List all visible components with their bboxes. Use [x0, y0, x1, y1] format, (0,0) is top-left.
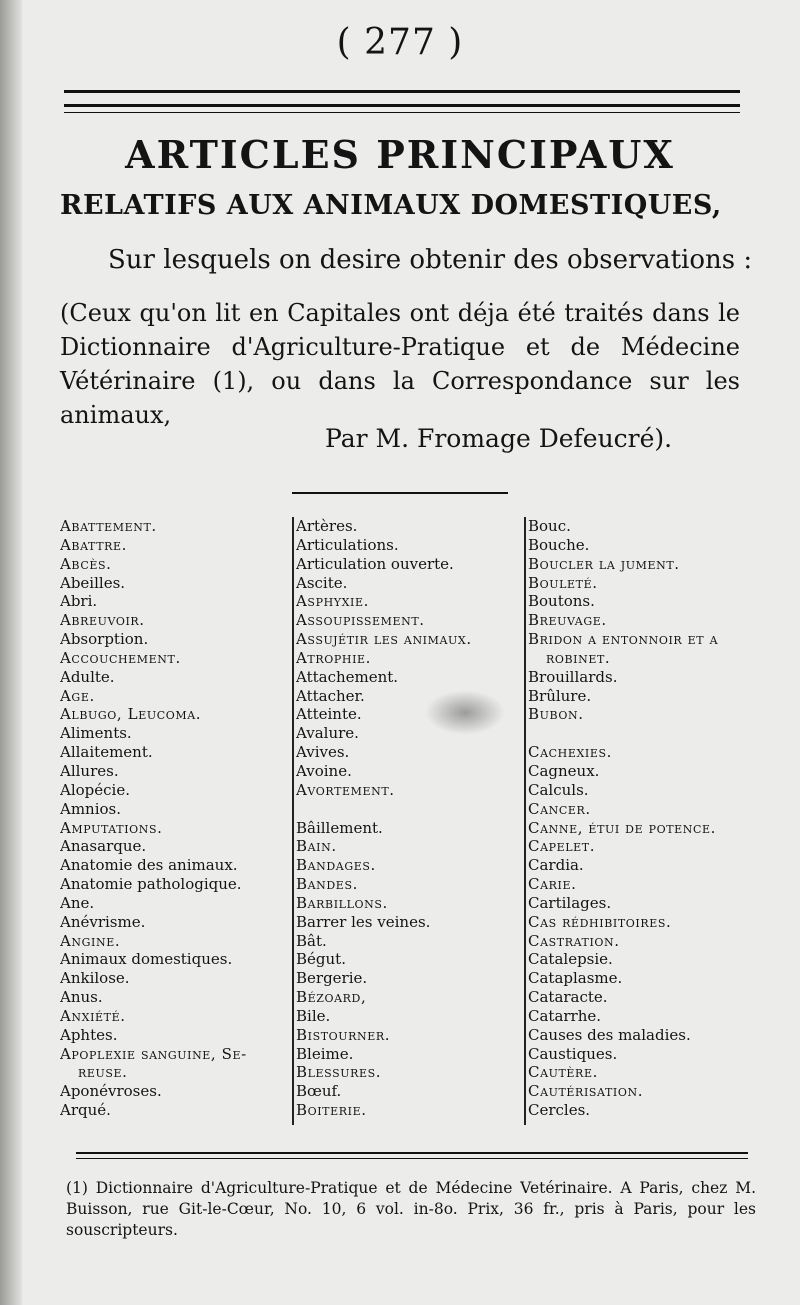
article-entry: Allures. — [60, 761, 119, 780]
article-entry: Anatomie des animaux. — [60, 856, 238, 875]
article-entry: Apoplexie sanguine, Se- — [60, 1044, 247, 1063]
footnote-rule — [76, 1152, 748, 1154]
subtitle-line: Sur lesquels on desire obtenir des observations : — [108, 245, 753, 275]
article-entry: Castration. — [528, 931, 620, 950]
article-entry: Albugo, Leucoma. — [60, 705, 202, 724]
article-entry: Anévrisme. — [60, 912, 146, 931]
article-column-2 — [292, 517, 518, 1125]
article-entry: Bistourner. — [296, 1025, 391, 1044]
header-rule-thin — [64, 104, 740, 107]
article-entry: Bandages. — [296, 856, 376, 875]
article-column-1 — [60, 517, 278, 1120]
article-entry: Ane. — [60, 893, 95, 912]
article-entry: Bouc. — [528, 517, 571, 535]
header-rule-thick — [64, 90, 740, 93]
article-entry: Cachexies. — [528, 743, 612, 762]
article-entry: Alopécie. — [60, 780, 130, 799]
article-entry: Cas rédhibitoires. — [528, 912, 672, 931]
article-entry: Bégut. — [296, 950, 346, 969]
article-entry: Cagneux. — [528, 761, 600, 780]
article-entry: Bâillement. — [296, 818, 383, 837]
article-entry: Bandes. — [296, 875, 358, 894]
article-entry: Brûlure. — [528, 686, 592, 705]
article-entry: Aliments. — [60, 724, 132, 743]
article-entry: Animaux domestiques. — [60, 950, 233, 969]
article-entry: Aphtes. — [60, 1025, 118, 1044]
article-entry: Bleime. — [296, 1044, 354, 1063]
article-entry: Ascite. — [296, 573, 348, 592]
article-entry: Assoupissement. — [296, 611, 425, 630]
page-number: ( 277 ) — [336, 22, 464, 63]
article-entry: Caustiques. — [528, 1044, 618, 1063]
section-divider — [292, 492, 508, 494]
author-line: Par M. Fromage Defeucré). — [325, 424, 673, 453]
article-entry: Calculs. — [528, 780, 589, 799]
article-entry: Canne, étui de potence. — [528, 818, 717, 837]
article-entry: Abeilles. — [60, 573, 126, 592]
article-entry: Carie. — [528, 875, 577, 894]
article-entry: Bergerie. — [296, 969, 368, 988]
article-entry: Cataplasme. — [528, 969, 623, 988]
article-entry: Boutons. — [528, 592, 595, 611]
article-entry: Abcès. — [60, 554, 112, 573]
article-entry: Adulte. — [60, 667, 115, 686]
article-column-3 — [524, 517, 790, 1125]
article-entry: Avalure. — [296, 724, 359, 743]
article-entry: Abreuvoir. — [60, 611, 145, 630]
article-entry: Accouchement. — [60, 648, 181, 667]
article-entry: Bât. — [296, 931, 327, 950]
article-entry: Bain. — [296, 837, 337, 856]
article-entry: Asphyxie. — [296, 592, 369, 611]
article-entry: Causes des maladies. — [528, 1025, 691, 1044]
article-entry: Cautérisation. — [528, 1082, 644, 1101]
article-entry: Bile. — [296, 1006, 331, 1025]
article-entry: Articulations. — [296, 535, 399, 554]
article-entry: Cancer. — [528, 799, 591, 818]
article-entry: Bridon a entonnoir et a — [528, 630, 719, 649]
article-entry: Amnios. — [60, 799, 122, 818]
article-entry: Attacher. — [296, 686, 365, 705]
article-entry: Attachement. — [296, 667, 399, 686]
page-edge-shadow — [0, 0, 22, 1305]
article-entry: Boucler la jument. — [528, 554, 680, 573]
article-entry: Barrer les veines. — [296, 912, 431, 931]
article-entry: Cautère. — [528, 1063, 598, 1082]
article-entry: Anxiété. — [60, 1006, 126, 1025]
article-entry: Cartilages. — [528, 893, 612, 912]
article-entry: Anasarque. — [60, 837, 147, 856]
article-entry: Avoine. — [296, 761, 352, 780]
article-entry: Cataracte. — [528, 988, 608, 1007]
header-rule-fine — [64, 112, 740, 113]
article-entry: Abattement. — [60, 517, 157, 535]
article-entry: Artères. — [296, 517, 358, 535]
article-entry: Assujétir les animaux. — [296, 630, 472, 649]
article-entry: Amputations. — [60, 818, 163, 837]
article-entry: Bouche. — [528, 535, 590, 554]
main-title: ARTICLES PRINCIPAUX — [125, 132, 675, 177]
article-entry: reuse. — [78, 1063, 128, 1082]
article-entry: Capelet. — [528, 837, 596, 856]
article-entry: Absorption. — [60, 630, 149, 649]
article-entry — [528, 724, 790, 743]
article-entry: Ankilose. — [60, 969, 130, 988]
article-entry: Blessures. — [296, 1063, 382, 1082]
article-entry: Bubon. — [528, 705, 584, 724]
article-entry: Bouleté. — [528, 573, 598, 592]
article-entry: Avives. — [296, 743, 350, 762]
article-entry: Angine. — [60, 931, 121, 950]
article-entry: Boiterie. — [296, 1101, 367, 1120]
article-entry: Catarrhe. — [528, 1006, 602, 1025]
article-entry: Cardia. — [528, 856, 584, 875]
article-entry: Brouillards. — [528, 667, 618, 686]
article-entry: Atrophie. — [296, 648, 372, 667]
subtitle: RELATIFS AUX ANIMAUX DOMESTIQUES, — [60, 190, 722, 221]
footnote-rule-fine — [76, 1158, 748, 1159]
article-entry: Abri. — [60, 592, 98, 611]
article-entry: Atteinte. — [296, 705, 362, 724]
article-entry: Articulation ouverte. — [296, 554, 454, 573]
article-entry: Barbillons. — [296, 893, 388, 912]
article-entry — [296, 800, 518, 819]
article-entry: Bézoard, — [296, 988, 367, 1007]
article-entry: Arqué. — [60, 1101, 111, 1120]
article-entry: Allaitement. — [60, 743, 153, 762]
article-entry: Aponévroses. — [60, 1082, 162, 1101]
article-entry: Avortement. — [296, 780, 395, 799]
article-entry: Breuvage. — [528, 611, 607, 630]
article-entry: Bœuf. — [296, 1082, 342, 1101]
article-entry: Age. — [60, 686, 95, 705]
article-entry: robinet. — [546, 648, 611, 667]
intro-note: (Ceux qu'on lit en Capitales ont déja été traités dans le Dictionnaire d'Agriculture-Pratique et de Médecine Vétérinaire (1), ou dans la Correspondance sur les animaux, — [60, 299, 740, 429]
article-entry: Anus. — [60, 988, 103, 1007]
article-entry: Abattre. — [60, 535, 128, 554]
footnote: (1) Dictionnaire d'Agriculture-Pratique et de Médecine Vetérinaire. A Paris, chez M. Buisson, rue Git-le-Cœur, No. 10, 6 vol. in-8o. Prix, 36 fr., pris à Paris, pour les souscripteurs. — [66, 1179, 756, 1239]
article-entry: Catalepsie. — [528, 950, 613, 969]
article-entry: Anatomie pathologique. — [60, 875, 242, 894]
article-entry: Cercles. — [528, 1101, 591, 1120]
